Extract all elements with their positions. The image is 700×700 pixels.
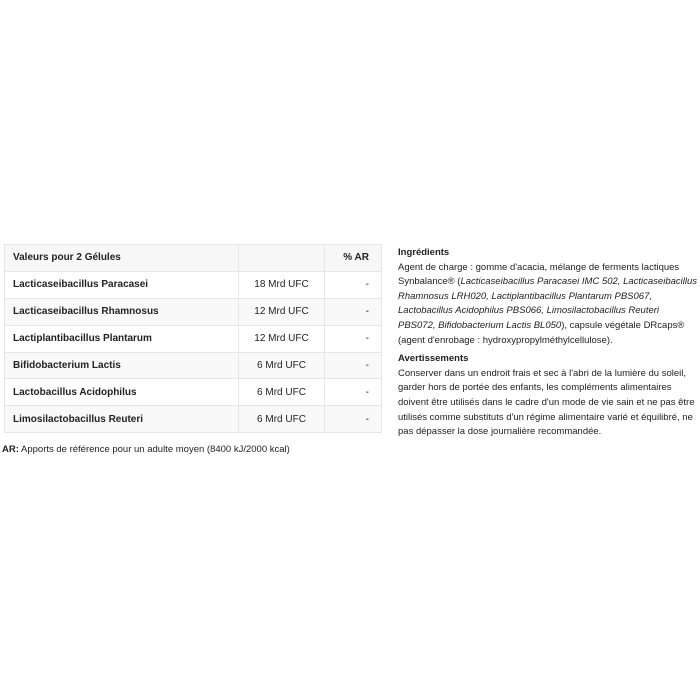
strain-ar: - — [325, 352, 382, 379]
table-row — [5, 379, 382, 406]
strain-name: Lacticaseibacillus Rhamnosus — [5, 298, 239, 325]
strain-name: Lactobacillus Acidophilus — [5, 379, 239, 406]
strain-amount: 6 Mrd UFC — [239, 379, 325, 406]
warnings-title: Avertissements — [398, 353, 469, 365]
table-row — [5, 271, 382, 298]
table-row — [5, 298, 382, 325]
strain-amount: 12 Mrd UFC — [239, 325, 325, 352]
ingredients-title: Ingrédients — [398, 247, 450, 258]
header-ar: % AR — [325, 245, 382, 272]
ingredients-text-end: ), capsule végétale DRcaps® (agent d'enrobage : hydroxypropylméthylcellulose). — [398, 319, 685, 346]
table-row — [5, 406, 382, 433]
strain-amount: 6 Mrd UFC — [239, 352, 325, 379]
ingredients-text — [398, 261, 698, 349]
strain-amount: 6 Mrd UFC — [239, 406, 325, 433]
strain-ar: - — [325, 325, 382, 352]
strain-ar: - — [325, 406, 382, 433]
strain-name: Bifidobacterium Lactis — [5, 352, 239, 379]
header-values-label: Valeurs pour 2 Gélules — [5, 245, 239, 272]
warnings-text: Conserver dans un endroit frais et sec à l'abri de la lumière du soleil, garder hors de portée des enfants, les compléments alimentaires doivent être utilisés dans le cadre d'un mode de vie sain et ne pas être utilisés comme substituts d'un régime alimentaire varié et équilibré, ne pas dépasser la dose journalière recommandée. — [398, 367, 695, 438]
table-row — [5, 352, 382, 379]
table-header-row — [5, 245, 382, 272]
strain-ar: - — [325, 271, 382, 298]
nutrition-table — [4, 244, 382, 433]
strain-ar: - — [325, 379, 382, 406]
nutrition-table-container — [4, 244, 382, 433]
strain-name: Limosilactobacillus Reuteri — [5, 406, 239, 433]
ar-footnote-label: AR: — [2, 444, 19, 455]
table-row — [5, 325, 382, 352]
strain-name: Lacticaseibacillus Paracasei — [5, 271, 239, 298]
ar-footnote — [2, 444, 290, 455]
header-amount — [239, 245, 325, 272]
product-info-panel — [398, 246, 698, 442]
strain-name: Lactiplantibacillus Plantarum — [5, 325, 239, 352]
ar-footnote-text: Apports de référence pour un adulte moyen (8400 kJ/2000 kcal) — [18, 444, 290, 455]
strain-amount: 12 Mrd UFC — [239, 298, 325, 325]
ingredients-text-start: Agent de charge : gomme d'acacia, mélange de ferments lactiques Synbalance® ( — [398, 261, 680, 288]
strain-ar: - — [325, 298, 382, 325]
strain-amount: 18 Mrd UFC — [239, 271, 325, 298]
ingredients-strains: Lacticaseibacillus Paracasei IMC 502, Lacticaseibacillus Rhamnosus LRH020, Lactiplantibacillus Plantarum PBS067, Lactobacillus Acidophilus PBS066, Limosilactobacillus Reuteri PBS072, Bifidobacterium Lactis BL050 — [398, 276, 698, 331]
